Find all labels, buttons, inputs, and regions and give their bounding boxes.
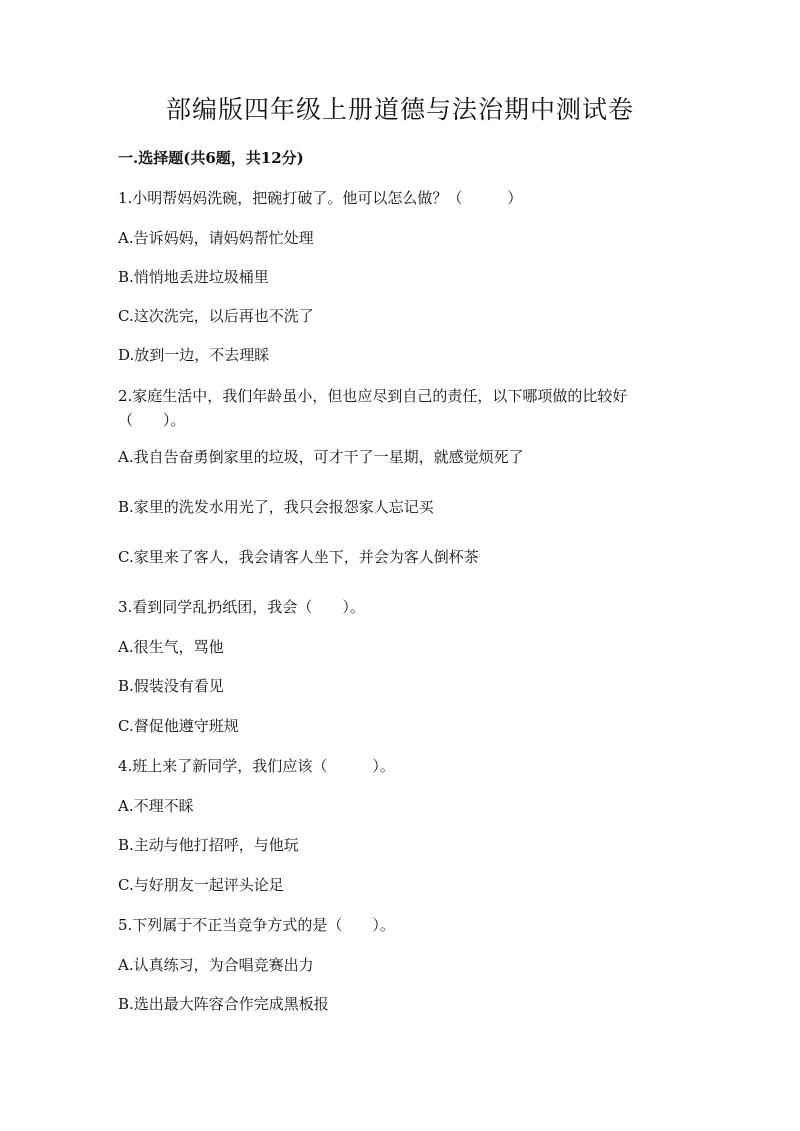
section-heading: 一.选择题(共6题，共12分) <box>118 149 304 167</box>
question-3-stem: 3.看到同学乱扔纸团，我会（ ）。 <box>118 598 365 616</box>
question-1-option-b: B.悄悄地丢进垃圾桶里 <box>118 268 269 286</box>
question-4-option-a: A.不理不睬 <box>118 797 194 815</box>
question-1-option-c: C.这次洗完，以后再也不洗了 <box>118 307 314 325</box>
question-3-option-a: A.很生气，骂他 <box>118 638 224 656</box>
question-5-option-b: B.选出最大阵容合作完成黑板报 <box>118 995 329 1013</box>
question-2-option-b: B.家里的洗发水用光了，我只会报怨家人忘记买 <box>118 498 434 516</box>
question-4-option-c: C.与好朋友一起评头论足 <box>118 876 284 894</box>
question-3-option-c: C.督促他遵守班规 <box>118 717 239 735</box>
question-3-option-b: B.假装没有看见 <box>118 677 224 695</box>
question-4-stem: 4.班上来了新同学，我们应该（ ）。 <box>118 757 395 775</box>
exam-title: 部编版四年级上册道德与法治期中测试卷 <box>165 95 634 124</box>
question-2-stem: 2.家庭生活中，我们年龄虽小，但也应尽到自己的责任，以下哪项做的比较好（ ）。 <box>118 387 628 429</box>
question-2-option-a: A.我自告奋勇倒家里的垃圾，可才干了一星期，就感觉烦死了 <box>118 448 524 466</box>
question-1-option-d: D.放到一边，不去理睬 <box>118 346 270 364</box>
question-4-option-b: B.主动与他打招呼，与他玩 <box>118 836 299 854</box>
question-2-option-c: C.家里来了客人，我会请客人坐下，并会为客人倒杯茶 <box>118 548 479 566</box>
question-1-stem: 1.小明帮妈妈洗碗，把碗打破了。他可以怎么做？（ ） <box>118 189 523 207</box>
question-5-stem: 5.下列属于不正当竞争方式的是（ ）。 <box>118 916 395 934</box>
question-5-option-a: A.认真练习，为合唱竞赛出力 <box>118 956 314 974</box>
question-1-option-a: A.告诉妈妈，请妈妈帮忙处理 <box>118 229 314 247</box>
